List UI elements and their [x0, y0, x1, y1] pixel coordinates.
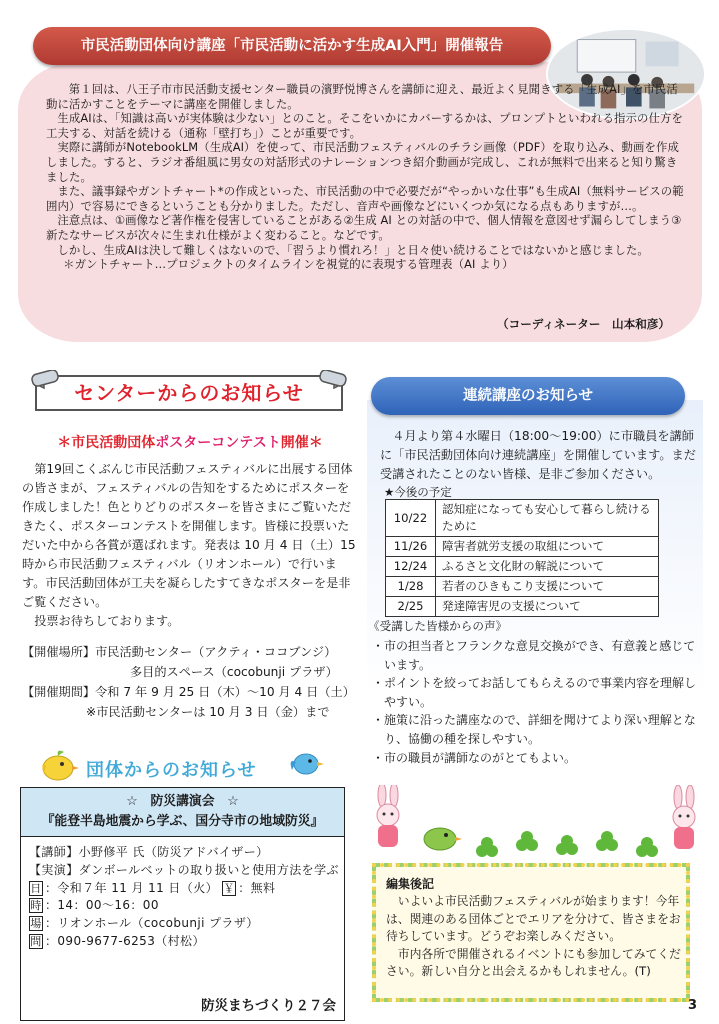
schedule-date: 11/26 — [386, 537, 436, 557]
fee-key-box: ￥ — [223, 881, 235, 895]
list-item: ・施策に沿った講座なので、詳細を聞けてより深い理解となり、協働の種を探しやすい。 — [372, 713, 696, 746]
report-footnote: ＊ガントチャート…プロジェクトのタイムラインを視覚的に表現する管理表（AI より） — [63, 257, 514, 272]
place-key-box: 場 — [30, 917, 42, 931]
report-paragraph: 注意点は、①画像など著作権を侵害していることがある②生成 AI との対話の中で、個人情報を意図せず漏らしてしまう③新たなサービスが次々に生まれ仕様がよく変わること。などです。 — [46, 213, 682, 242]
editor-paragraph: いよいよ市民活動フェスティバルが始まります！今年は、関連のある団体ごとでエリアを分けて、皆さまをお待ちしています。どうぞお楽しみください。 — [386, 894, 681, 944]
green-bird-icon — [424, 828, 462, 850]
disaster-place: ：リオンホール（cocobunji プラザ） — [45, 916, 259, 931]
group-notice-heading-text: 団体からのお知らせ — [86, 760, 257, 781]
report-title: 市民活動団体向け講座「市民活動に活かす生成AI入門」開催報告 — [33, 27, 551, 65]
disaster-date: ：令和７年 11 月 11 日（火） — [45, 880, 218, 895]
decoration-area — [362, 785, 712, 865]
poster-period-row — [22, 682, 362, 702]
report-paragraph: しかし、生成AIは決して難しくはないので、「習うより慣れろ！」と日々使い続けることではないかと感じました。 — [57, 242, 649, 257]
poster-contest-body — [22, 460, 358, 631]
date-key-box: 日 — [30, 881, 42, 895]
clover-icon — [476, 831, 658, 857]
report-signature: （コーディネーター 山本和彦） — [497, 317, 670, 331]
poster-title-highlight: ポスターコンテスト — [155, 435, 281, 451]
report-paragraph: また、議事録やガントチャート*の作成といった、市民活動の中で必要だが“やっかいな仕事”も生成AI（無料サービスの範囲内）で容易にできるということも分かりました。ただし、音声や画像などにいくつか気になる点もありますが…。 — [46, 184, 684, 213]
voices-label: 《受講した皆様からの声》 — [368, 619, 508, 633]
schedule-label: ★今後の予定 — [384, 485, 452, 499]
disaster-fee: ：無料 — [238, 880, 276, 895]
voices-list — [372, 637, 702, 767]
disaster-contact: ：090-9677-6253（村松） — [45, 933, 205, 948]
table-row — [386, 577, 659, 597]
table-row — [386, 597, 659, 617]
disaster-contact-row — [29, 933, 339, 951]
schedule-topic: 発達障害児の支援について — [436, 597, 659, 617]
poster-title-suffix: 開催＊ — [280, 435, 323, 451]
poster-place-sub: 多目的スペース（cocobunji プラザ） — [130, 665, 338, 679]
disaster-lecturer: 【講師】小野修平 氏（防災アドバイザー） — [29, 845, 269, 859]
editor-note-body — [386, 893, 682, 981]
rabbit-icon — [377, 785, 399, 847]
page-number: 3 — [688, 998, 698, 1013]
table-row — [386, 557, 659, 577]
center-notice-banner-text: センターからのお知らせ — [74, 381, 304, 405]
poster-place-label: 【開催場所】 — [22, 645, 96, 659]
disaster-lecture-header — [21, 788, 344, 837]
schedule-topic: 認知症になっても安心して暮らし続けるために — [436, 500, 659, 537]
time-key-box: 時 — [30, 899, 42, 913]
list-item: ・市の担当者とフランクな意見交換ができ、有意義と感じています。 — [372, 639, 696, 672]
editor-paragraph: 市内各所で開催されるイベントにも参加してみてください。新しい自分と出会えるかもしれません。(T) — [386, 946, 681, 979]
schedule-date: 1/28 — [386, 577, 436, 597]
poster-period-note: ※市民活動センターは 10 月 3 日（金）まで — [86, 705, 330, 719]
poster-place: 市民活動センター（アクティ・ココブンジ） — [95, 645, 337, 659]
disaster-organizer: 防災まちづくり２７会 — [201, 998, 336, 1014]
poster-period-label: 【開催期間】 — [22, 685, 96, 699]
report-paragraph: 第１回は、八王子市市民活動支援センター職員の濱野悦博さんを講師に迎え、最近よく見聞きする「生成AI」を市民活動に活かすことをテーマに講座を開催しました。 — [46, 82, 678, 111]
table-row — [386, 537, 659, 557]
poster-period: 令和 7 年 9 月 25 日（木）〜10 月 4 日（土） — [95, 685, 355, 699]
disaster-demo: 【実演】ダンボールベットの取り扱いと使用方法を学ぶ — [29, 862, 339, 877]
schedule-date: 12/24 — [386, 557, 436, 577]
yellow-bird-icon — [36, 746, 80, 784]
disaster-time: ：14：00〜16：00 — [45, 898, 159, 913]
schedule-date: 10/22 — [386, 500, 436, 537]
table-row — [386, 500, 659, 537]
series-intro-text: ４月より第４水曜日（18:00〜19:00）に市職員を講師に「市民活動団体向け連続講座」を開催しています。まだ受講されたことのない皆様、是非ご参加ください。 — [380, 429, 696, 481]
series-lecture-banner: 連続講座のお知らせ — [371, 377, 685, 415]
schedule-table — [385, 499, 659, 617]
disaster-lecture-title: ☆ 防災講演会 ☆ — [126, 794, 239, 809]
schedule-topic: 若者のひきもこり支援について — [436, 577, 659, 597]
poster-vote-text: 投票お待ちしております。 — [34, 614, 180, 628]
poster-description: 第19回こくぶんじ市民活動フェスティバルに出展する団体の皆さまが、フェスティバルの告知をするためにポスターを作成しました！色とりどりのポスターを皆さまにご覧いただきたく、ポスターコンテストを開催します。皆様に投票いただいた中から各賞が選ばれます。発表は 10 月 4 日（土）15 時から市民活動フェスティバル（リオンホール）で行います。市民活動団体が工夫を凝らしたすてきなポスターを是非ご覧ください。 — [22, 462, 356, 609]
poster-contest-title — [22, 432, 358, 452]
disaster-date-row — [29, 880, 339, 898]
disaster-place-row — [29, 915, 339, 933]
report-paragraph: 生成AIは、「知識は高いが実体験は少ない」とのこと。そこをいかにカバーするかは、プロンプトといわれる指示の仕方を工夫する、対話を続ける（通称「壁打ち」）ことが重要です。 — [46, 111, 683, 140]
disaster-lecture-box — [20, 787, 345, 1021]
poster-place-row — [22, 642, 362, 662]
series-intro — [380, 427, 700, 484]
disaster-lecture-details — [29, 844, 339, 951]
center-notice-banner — [30, 370, 348, 416]
schedule-topic: 障害者就労支援の取組について — [436, 537, 659, 557]
disaster-time-row — [29, 897, 339, 915]
disaster-lecture-subtitle: 『能登半島地震から学ぶ、国分寺市の地域防災』 — [41, 814, 324, 829]
rabbit-icon — [673, 785, 695, 849]
schedule-topic: ふるさと文化財の解説について — [436, 557, 659, 577]
list-item: ・ポイントを絞ってお話してもらえるので事業内容を理解しやすい。 — [372, 676, 697, 709]
blue-bird-icon — [286, 746, 326, 780]
editor-note-title: 編集後記 — [386, 877, 435, 891]
report-paragraph: 実際に講師がNotebookLM（生成AI）を使って、市民活動フェスティバルのチラシ画像（PDF）を取り込み、動画を作成しました。すると、ラジオ番組風に男女の対話形式のナレーションつき紹介動画が完成し、これが無料で出来ると知り驚きました。 — [46, 140, 679, 184]
poster-title-prefix: ＊市民活動団体 — [57, 435, 156, 451]
group-notice-heading — [36, 746, 336, 786]
editor-note-box — [372, 863, 690, 1002]
report-body — [46, 82, 686, 272]
schedule-date: 2/25 — [386, 597, 436, 617]
poster-contest-info — [22, 642, 362, 722]
list-item: ・市の職員が講師なのがとてもよい。 — [372, 750, 577, 765]
contact-key-box: 問 — [30, 934, 42, 948]
